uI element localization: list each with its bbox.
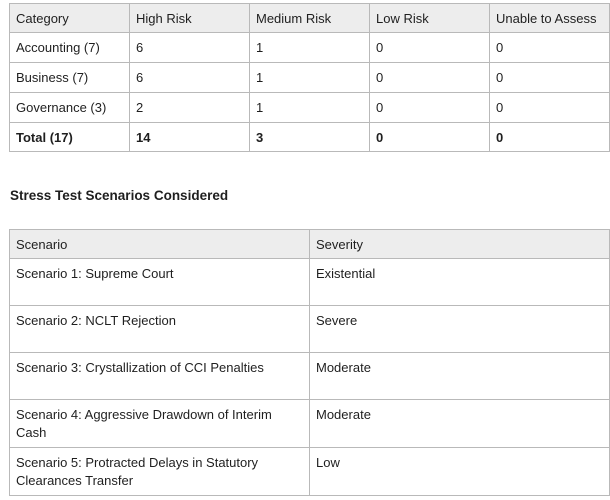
category-cell: Business (7) (10, 63, 130, 93)
scenario-cell: Scenario 1: Supreme Court (10, 259, 310, 306)
table-row (10, 33, 610, 63)
medium-risk-cell: 1 (250, 33, 370, 63)
table-row (10, 93, 610, 123)
column-header-unable-to-assess: Unable to Assess (490, 4, 610, 33)
unable-to-assess-cell: 0 (490, 33, 610, 63)
total-high-risk-cell: 14 (130, 123, 250, 152)
table-row (10, 400, 610, 448)
scenario-cell: Scenario 4: Aggressive Drawdown of Interim Cash (10, 400, 310, 448)
stress-scenario-table (9, 229, 610, 496)
column-header-scenario: Scenario (10, 230, 310, 259)
table-row (10, 306, 610, 353)
severity-cell: Low (310, 448, 610, 496)
severity-cell: Moderate (310, 400, 610, 448)
medium-risk-cell: 1 (250, 93, 370, 123)
unable-to-assess-cell: 0 (490, 93, 610, 123)
column-header-severity: Severity (310, 230, 610, 259)
table-row (10, 259, 610, 306)
column-header-medium-risk: Medium Risk (250, 4, 370, 33)
low-risk-cell: 0 (370, 63, 490, 93)
table-header-row (10, 230, 610, 259)
severity-cell: Existential (310, 259, 610, 306)
total-row (10, 123, 610, 152)
table-row (10, 448, 610, 496)
total-category-cell: Total (17) (10, 123, 130, 152)
risk-summary-table (9, 3, 610, 152)
severity-cell: Moderate (310, 353, 610, 400)
total-medium-risk-cell: 3 (250, 123, 370, 152)
column-header-category: Category (10, 4, 130, 33)
severity-cell: Severe (310, 306, 610, 353)
low-risk-cell: 0 (370, 33, 490, 63)
medium-risk-cell: 1 (250, 63, 370, 93)
section-heading: Stress Test Scenarios Considered (10, 188, 229, 203)
category-cell: Accounting (7) (10, 33, 130, 63)
total-unable-to-assess-cell: 0 (490, 123, 610, 152)
high-risk-cell: 2 (130, 93, 250, 123)
low-risk-cell: 0 (370, 93, 490, 123)
scenario-cell: Scenario 2: NCLT Rejection (10, 306, 310, 353)
unable-to-assess-cell: 0 (490, 63, 610, 93)
column-header-high-risk: High Risk (130, 4, 250, 33)
table-header-row (10, 4, 610, 33)
category-cell: Governance (3) (10, 93, 130, 123)
high-risk-cell: 6 (130, 63, 250, 93)
table-row (10, 353, 610, 400)
scenario-cell: Scenario 5: Protracted Delays in Statutory Clearances Transfer (10, 448, 310, 496)
high-risk-cell: 6 (130, 33, 250, 63)
column-header-low-risk: Low Risk (370, 4, 490, 33)
table-row (10, 63, 610, 93)
total-low-risk-cell: 0 (370, 123, 490, 152)
scenario-cell: Scenario 3: Crystallization of CCI Penalties (10, 353, 310, 400)
